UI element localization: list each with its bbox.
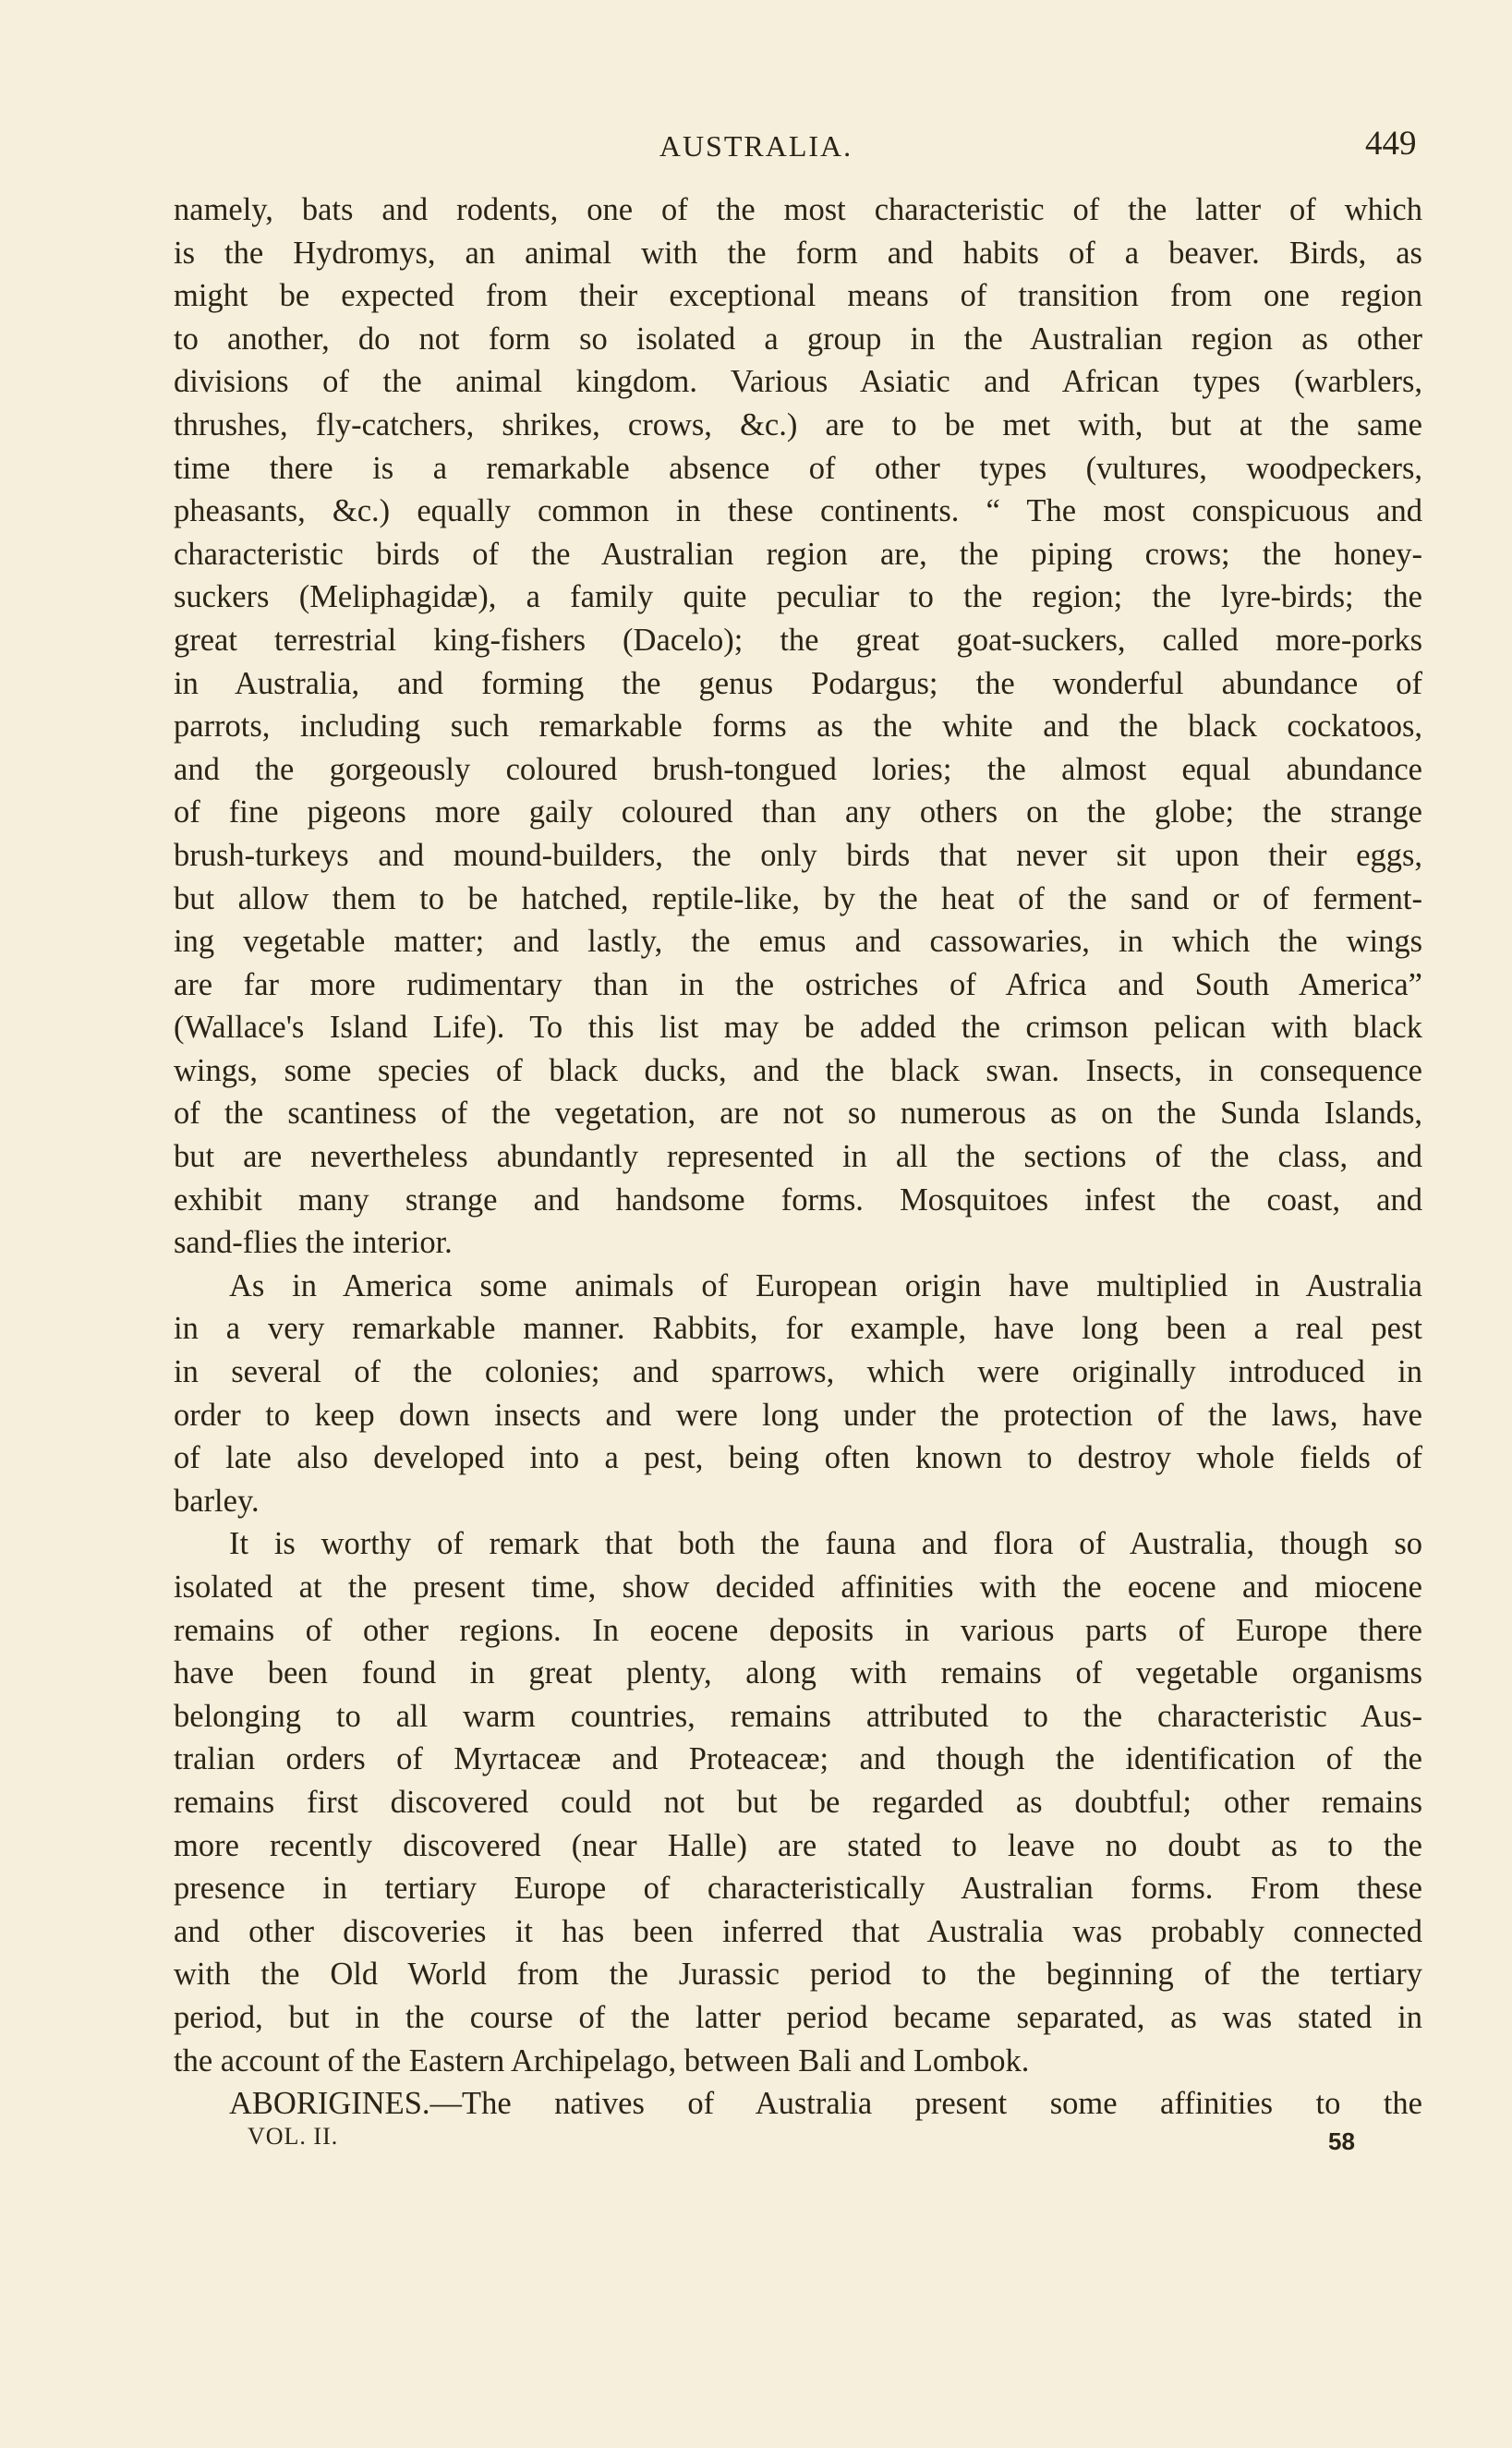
text-line: and the gorgeously coloured brush-tongued lories; the almost equal abundance: [174, 751, 1422, 787]
text-line: have been found in great plenty, along with remains of vegetable organisms: [174, 1655, 1422, 1691]
text-line: is the Hydromys, an animal with the form and habits of a beaver. Birds, as: [174, 235, 1422, 271]
paragraph-start-line: It is worthy of remark that both the fauna and flora of Australia, though so: [229, 1526, 1422, 1562]
signature-mark: 58: [1328, 2127, 1355, 2155]
text-line: tralian orders of Myrtaceæ and Proteaceæ; and though the identification of the: [174, 1741, 1422, 1777]
text-line: presence in tertiary Europe of characteristically Australian forms. From these: [174, 1871, 1422, 1907]
text-line: of the scantiness of the vegetation, are not so numerous as on the Sunda Islands,: [174, 1096, 1422, 1132]
volume-label: VOL. II.: [248, 2123, 339, 2150]
text-line: suckers (Meliphagidæ), a family quite peculiar to the region; the lyre-birds; the: [174, 579, 1422, 615]
text-line: pheasants, &c.) equally common in these continents. “ The most conspicuous and: [174, 493, 1422, 529]
text-line: parrots, including such remarkable forms as the white and the black cockatoos,: [174, 709, 1422, 745]
text-line: wings, some species of black ducks, and the black swan. Insects, in consequence: [174, 1052, 1422, 1088]
text-line: divisions of the animal kingdom. Various Asiatic and African types (warblers,: [174, 364, 1422, 400]
text-line: belonging to all warm countries, remains attributed to the characteristic Aus-: [174, 1698, 1422, 1734]
page-number: 449: [1365, 125, 1417, 163]
text-line: brush-turkeys and mound-builders, the only birds that never sit upon their eggs,: [174, 837, 1422, 873]
text-line: with the Old World from the Jurassic period to the beginning of the tertiary: [174, 1957, 1422, 1993]
body-text: [174, 188, 1422, 2126]
text-line: barley.: [174, 1483, 260, 1519]
text-line: time there is a remarkable absence of other types (vultures, woodpeckers,: [174, 450, 1422, 486]
text-line: but are nevertheless abundantly represented in all the sections of the class, and: [174, 1139, 1422, 1175]
text-line: order to keep down insects and were long under the protection of the laws, have: [174, 1397, 1422, 1433]
text-line: isolated at the present time, show decided affinities with the eocene and miocene: [174, 1569, 1422, 1605]
text-line: thrushes, fly-catchers, shrikes, crows, &c.) are to be met with, but at the same: [174, 406, 1422, 442]
text-line: ing vegetable matter; and lastly, the emus and cassowaries, in which the wings: [174, 924, 1422, 960]
running-header-title: AUSTRALIA.: [659, 129, 853, 163]
text-line: characteristic birds of the Australian region are, the piping crows; the honey-: [174, 536, 1422, 572]
text-line: to another, do not form so isolated a group in the Australian region as other: [174, 321, 1422, 357]
text-line: more recently discovered (near Halle) are stated to leave no doubt as to the: [174, 1827, 1422, 1863]
text-line: the account of the Eastern Archipelago, between Bali and Lombok.: [174, 2042, 1030, 2078]
text-line: period, but in the course of the latter period became separated, as was stated in: [174, 1999, 1422, 2035]
text-line: of late also developed into a pest, being often known to destroy whole fields of: [174, 1440, 1422, 1476]
section-heading-line: ABORIGINES.—The natives of Australia present some affinities to the: [229, 2086, 1422, 2122]
text-line: in several of the colonies; and sparrows, which were originally introduced in: [174, 1354, 1422, 1390]
text-line: remains first discovered could not but be regarded as doubtful; other remains: [174, 1784, 1422, 1820]
text-line: might be expected from their exceptional means of transition from one region: [174, 278, 1422, 314]
text-line: and other discoveries it has been inferred that Australia was probably connected: [174, 1913, 1422, 1949]
text-line: in a very remarkable manner. Rabbits, for example, have long been a real pest: [174, 1311, 1422, 1347]
text-line: sand-flies the interior.: [174, 1225, 453, 1261]
text-line: of fine pigeons more gaily coloured than any others on the globe; the strange: [174, 794, 1422, 830]
text-line: exhibit many strange and handsome forms. Mosquitoes infest the coast, and: [174, 1182, 1422, 1218]
text-line: in Australia, and forming the genus Podargus; the wonderful abundance of: [174, 665, 1422, 701]
text-line: are far more rudimentary than in the ostriches of Africa and South America”: [174, 966, 1422, 1002]
text-line: (Wallace's Island Life). To this list may be added the crimson pelican with black: [174, 1010, 1422, 1046]
text-line: great terrestrial king-fishers (Dacelo); the great goat-suckers, called more-porks: [174, 622, 1422, 658]
text-line: but allow them to be hatched, reptile-like, by the heat of the sand or of ferment-: [174, 880, 1422, 916]
paragraph-start-line: As in America some animals of European origin have multiplied in Australia: [229, 1267, 1422, 1303]
text-line: namely, bats and rodents, one of the most characteristic of the latter of which: [174, 192, 1422, 227]
text-line: remains of other regions. In eocene deposits in various parts of Europe there: [174, 1612, 1422, 1648]
